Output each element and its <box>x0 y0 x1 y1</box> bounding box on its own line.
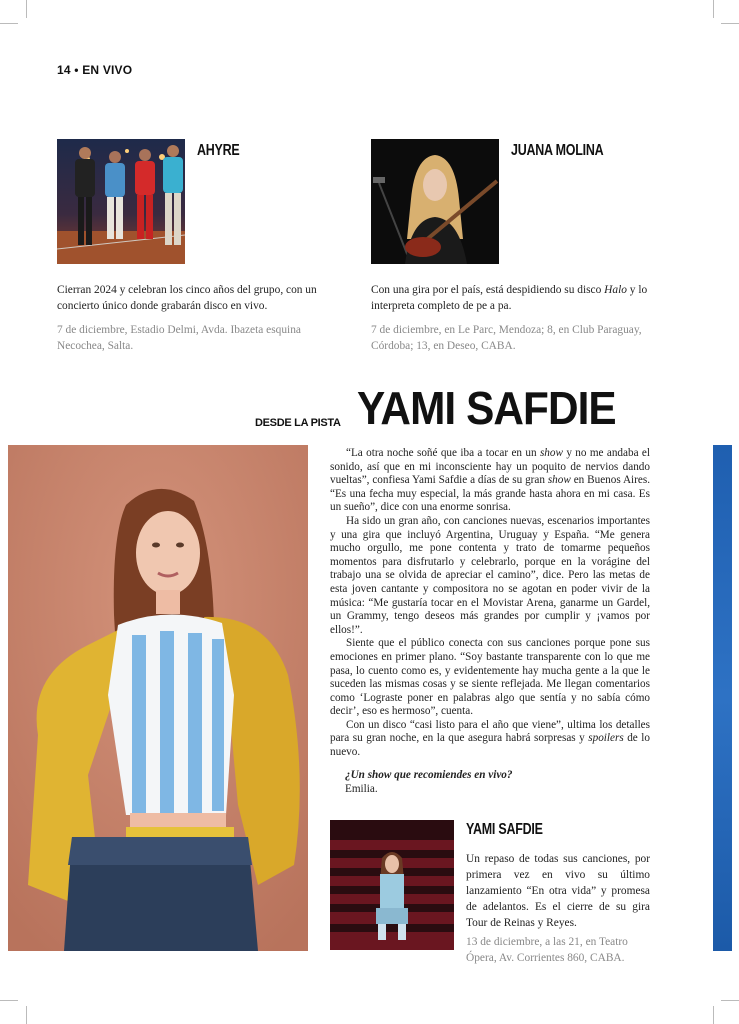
crop-mark <box>721 1000 739 1001</box>
event-date: 13 de diciembre, a las 21, en Teatro Ópera, Av. Corrientes 860, CABA. <box>466 936 628 964</box>
section-kicker: DESDE LA PISTA <box>255 417 341 429</box>
portrait-photo <box>8 445 308 951</box>
qa-answer: Emilia. <box>345 783 378 795</box>
event-title: AHYRE <box>197 142 240 159</box>
crop-mark <box>26 0 27 18</box>
crop-mark <box>713 0 714 18</box>
article-body <box>330 447 650 760</box>
event-title: JUANA MOLINA <box>511 142 604 159</box>
event-description: Cierran 2024 y celebran los cinco años del grupo, con un concierto único donde grabarán disco en vivo. <box>57 284 317 312</box>
guitarist-photo <box>371 139 499 264</box>
blue-accent-band <box>713 445 732 951</box>
qa-question: ¿Un show que recomiendes en vivo? <box>345 769 513 781</box>
event-description: Con una gira por el país, está despidiendo su disco Halo y lo interpreta completo de pe a pa. <box>371 284 648 312</box>
crop-mark <box>26 1006 27 1024</box>
event-description: Un repaso de todas sus canciones, por primera vez en vivo su último lanzamiento “En otra vida” y promesa de adelantos. Es el cierre de su gira Tour de Reinas y Reyes. <box>466 853 650 929</box>
feature-headline: YAMI SAFDIE <box>357 382 616 434</box>
event-date: 7 de diciembre, Estadio Delmi, Avda. Ibazeta esquina Necochea, Salta. <box>57 324 301 352</box>
page-folio: 14 • EN VIVO <box>57 63 133 77</box>
event-title: YAMI SAFDIE <box>466 821 543 838</box>
band-photo <box>57 139 185 264</box>
crop-mark <box>0 23 18 24</box>
crop-mark <box>721 23 739 24</box>
article-paragraph: Siente que el público conecta con sus canciones porque pone sus emociones en primer plano. “Soy bastante transparente con lo que me pasa, lo cuento como es, y evidentemente hay mucha gente a la que le suceden las mismas cosas y se siente reflejada. Me llegan comentarios como ‘Lograste poner en palabras algo que sentía y no sabía cómo decir’, eso es hermoso”, cuenta. <box>330 637 650 718</box>
crop-mark <box>0 1000 18 1001</box>
article-paragraph: Con un disco “casi listo para el año que viene”, ultima los detalles para su gran noche, en la que asegura habrá sorpresas y spoilers de lo nuevo. <box>330 718 650 759</box>
crop-mark <box>713 1006 714 1024</box>
article-paragraph: Ha sido un gran año, con canciones nuevas, escenarios importantes y una gira que incluyó Argentina, Uruguay y España. “Me genera mucho orgullo, me pone contenta y trato de tomarme pequeños momentos para disfrutarlo y celebrarlo, porque en la vorágine del trabajo una se olvida de apreciar el camino”, dice. Pero las metas de esta joven cantante y compositora no se agotan en poder vivir de la música: “Me gustaría tocar en el Movistar Arena, ganarme un Gardel, un Grammy, tengo deseos más grandes por cumplir y ¡vamos por ellos!”. <box>330 514 650 636</box>
article-paragraph: “La otra noche soñé que iba a tocar en un show y no me andaba el sonido, así que en mi inconsciente hay un poquito de nervios dando vueltas”, confiesa Yami Safdie a días de su gran show en Buenos Aires. “Es una fecha muy especial, la más grande hasta ahora en mi casa. Es un sueño”, dice con una enorme sonrisa. <box>330 447 650 514</box>
theater-photo <box>330 820 454 950</box>
event-date: 7 de diciembre, en Le Parc, Mendoza; 8, en Club Paraguay, Córdoba; 13, en Deseo, CABA. <box>371 324 642 352</box>
qa-block <box>345 768 513 796</box>
